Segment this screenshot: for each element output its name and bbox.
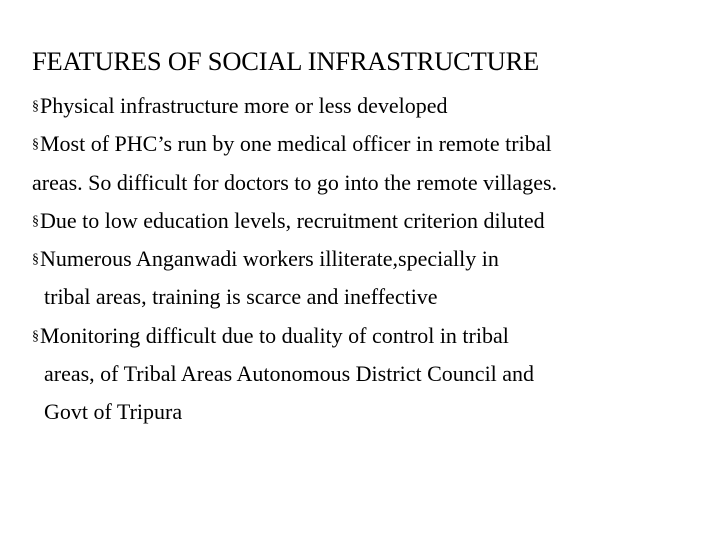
bullet-item bbox=[32, 125, 712, 163]
bullet-text: Most of PHC’s run by one medical officer in remote tribal bbox=[40, 131, 552, 157]
bullet-continuation bbox=[32, 164, 712, 202]
bullet-continuation bbox=[32, 393, 712, 431]
bullet-text: areas. So difficult for doctors to go into the remote villages. bbox=[32, 169, 558, 195]
bullet-text: Monitoring difficult due to duality of control in tribal bbox=[40, 322, 509, 348]
bullet-item bbox=[32, 317, 712, 355]
bullet-item bbox=[32, 202, 712, 240]
bullet-text: Due to low education levels, recruitment criterion diluted bbox=[40, 207, 545, 233]
bullet-icon: § bbox=[32, 213, 39, 229]
bullet-text: tribal areas, training is scarce and ineffective bbox=[44, 284, 438, 310]
bullet-continuation bbox=[32, 355, 712, 393]
bullet-list bbox=[32, 87, 712, 432]
bullet-text: Numerous Anganwadi workers illiterate,specially in bbox=[40, 246, 499, 272]
bullet-text: Govt of Tripura bbox=[44, 399, 183, 425]
bullet-icon: § bbox=[32, 328, 39, 344]
bullet-icon: § bbox=[32, 252, 39, 268]
bullet-item bbox=[32, 240, 712, 278]
bullet-icon: § bbox=[32, 99, 39, 114]
bullet-text: Physical infrastructure more or less developed bbox=[40, 93, 448, 118]
bullet-item bbox=[32, 87, 712, 125]
bullet-icon: § bbox=[32, 137, 39, 153]
bullet-text: areas, of Tribal Areas Autonomous District Council and bbox=[44, 361, 535, 387]
slide-title: FEATURES OF SOCIAL INFRASTRUCTURE bbox=[32, 46, 540, 76]
bullet-continuation bbox=[32, 278, 712, 316]
